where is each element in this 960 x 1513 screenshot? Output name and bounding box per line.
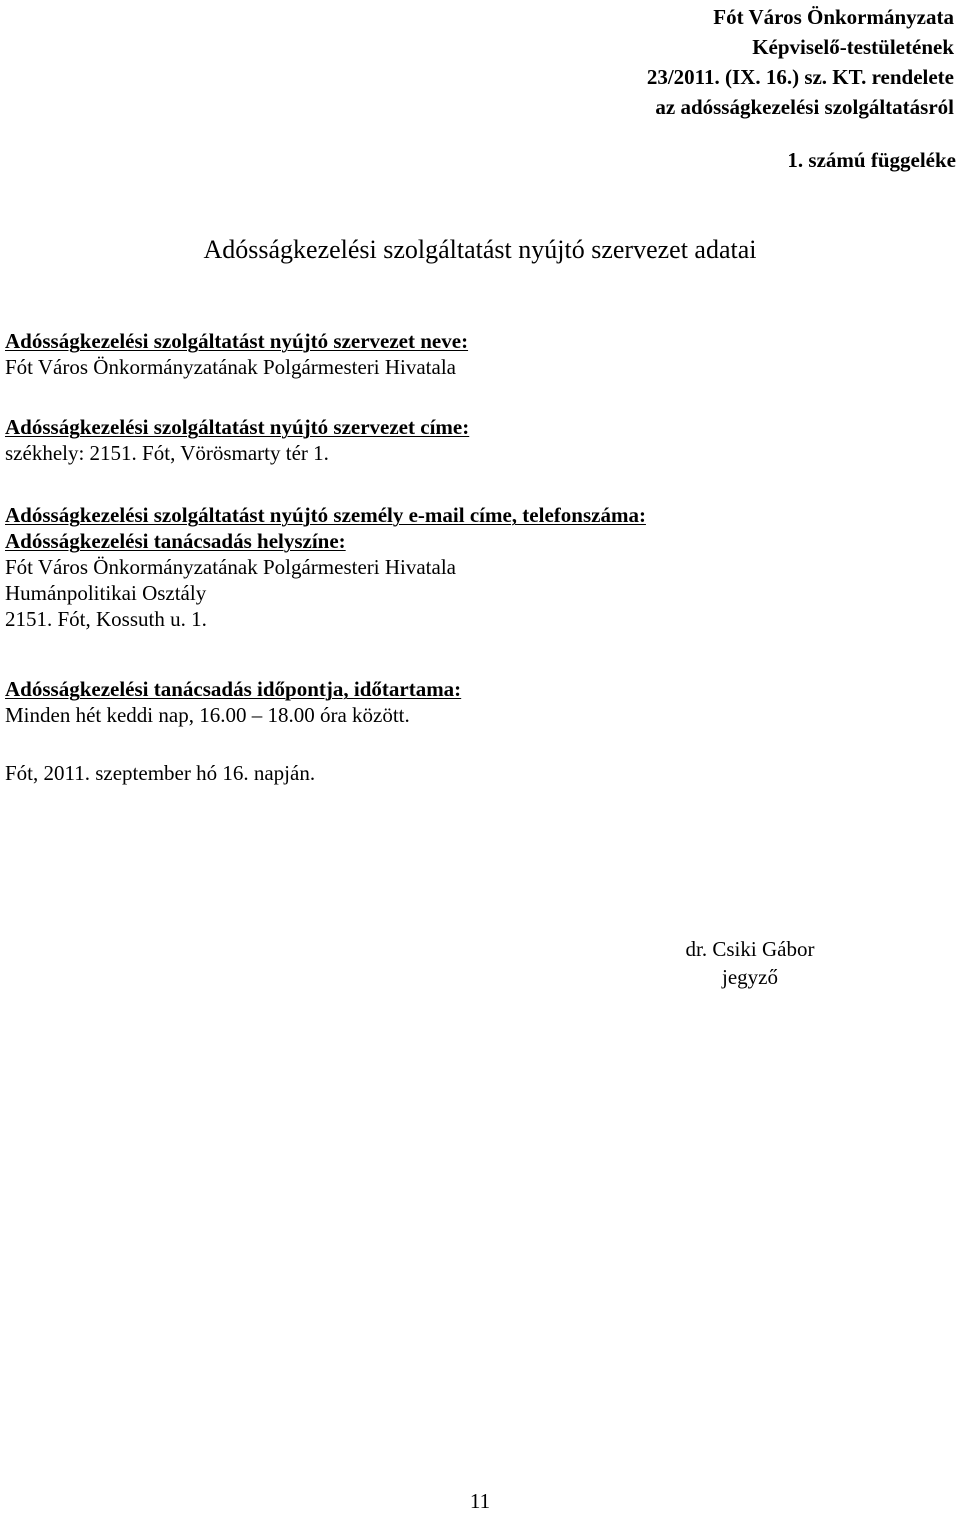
organization-address-label: Adósságkezelési szolgáltatást nyújtó szervezet címe: bbox=[5, 415, 470, 439]
document-date: Fót, 2011. szeptember hó 16. napján. bbox=[5, 761, 316, 785]
location-line-office: Fót Város Önkormányzatának Polgármesteri Hivatala bbox=[5, 555, 456, 579]
section-organization-name bbox=[5, 328, 468, 380]
page-title: Adósságkezelési szolgáltatást nyújtó szervezet adatai bbox=[203, 235, 757, 264]
counseling-time-value: Minden hét keddi nap, 16.00 – 18.00 óra között. bbox=[5, 703, 410, 727]
section-organization-address bbox=[5, 414, 469, 466]
header-line-subject: az adósságkezelési szolgáltatásról bbox=[655, 95, 954, 119]
location-line-address: 2151. Fót, Kossuth u. 1. bbox=[5, 607, 207, 631]
counseling-location-label: Adósságkezelési tanácsadás helyszíne: bbox=[5, 529, 346, 553]
contact-label: Adósságkezelési szolgáltatást nyújtó személy e-mail címe, telefonszáma: bbox=[5, 503, 646, 527]
section-counseling-time bbox=[5, 676, 461, 728]
page-number: 11 bbox=[469, 1489, 491, 1513]
location-line-department: Humánpolitikai Osztály bbox=[5, 581, 207, 605]
header-line-municipality: Fót Város Önkormányzata bbox=[713, 5, 954, 29]
organization-name-value: Fót Város Önkormányzatának Polgármesteri Hivatala bbox=[5, 355, 456, 379]
organization-address-value: székhely: 2151. Fót, Vörösmarty tér 1. bbox=[5, 441, 329, 465]
header-line-regulation-number: 23/2011. (IX. 16.) sz. KT. rendelete bbox=[646, 65, 954, 89]
appendix-label: 1. számú függeléke bbox=[787, 148, 956, 172]
organization-name-label: Adósságkezelési szolgáltatást nyújtó szervezet neve: bbox=[5, 329, 469, 353]
section-contact-and-location bbox=[5, 502, 646, 632]
header-line-body: Képviselő-testületének bbox=[752, 35, 954, 59]
signature-block bbox=[650, 935, 850, 991]
signatory-title: jegyző bbox=[722, 965, 778, 989]
regulation-header bbox=[647, 2, 954, 122]
signatory-name: dr. Csiki Gábor bbox=[685, 937, 815, 961]
counseling-time-label: Adósságkezelési tanácsadás időpontja, időtartama: bbox=[5, 677, 462, 701]
